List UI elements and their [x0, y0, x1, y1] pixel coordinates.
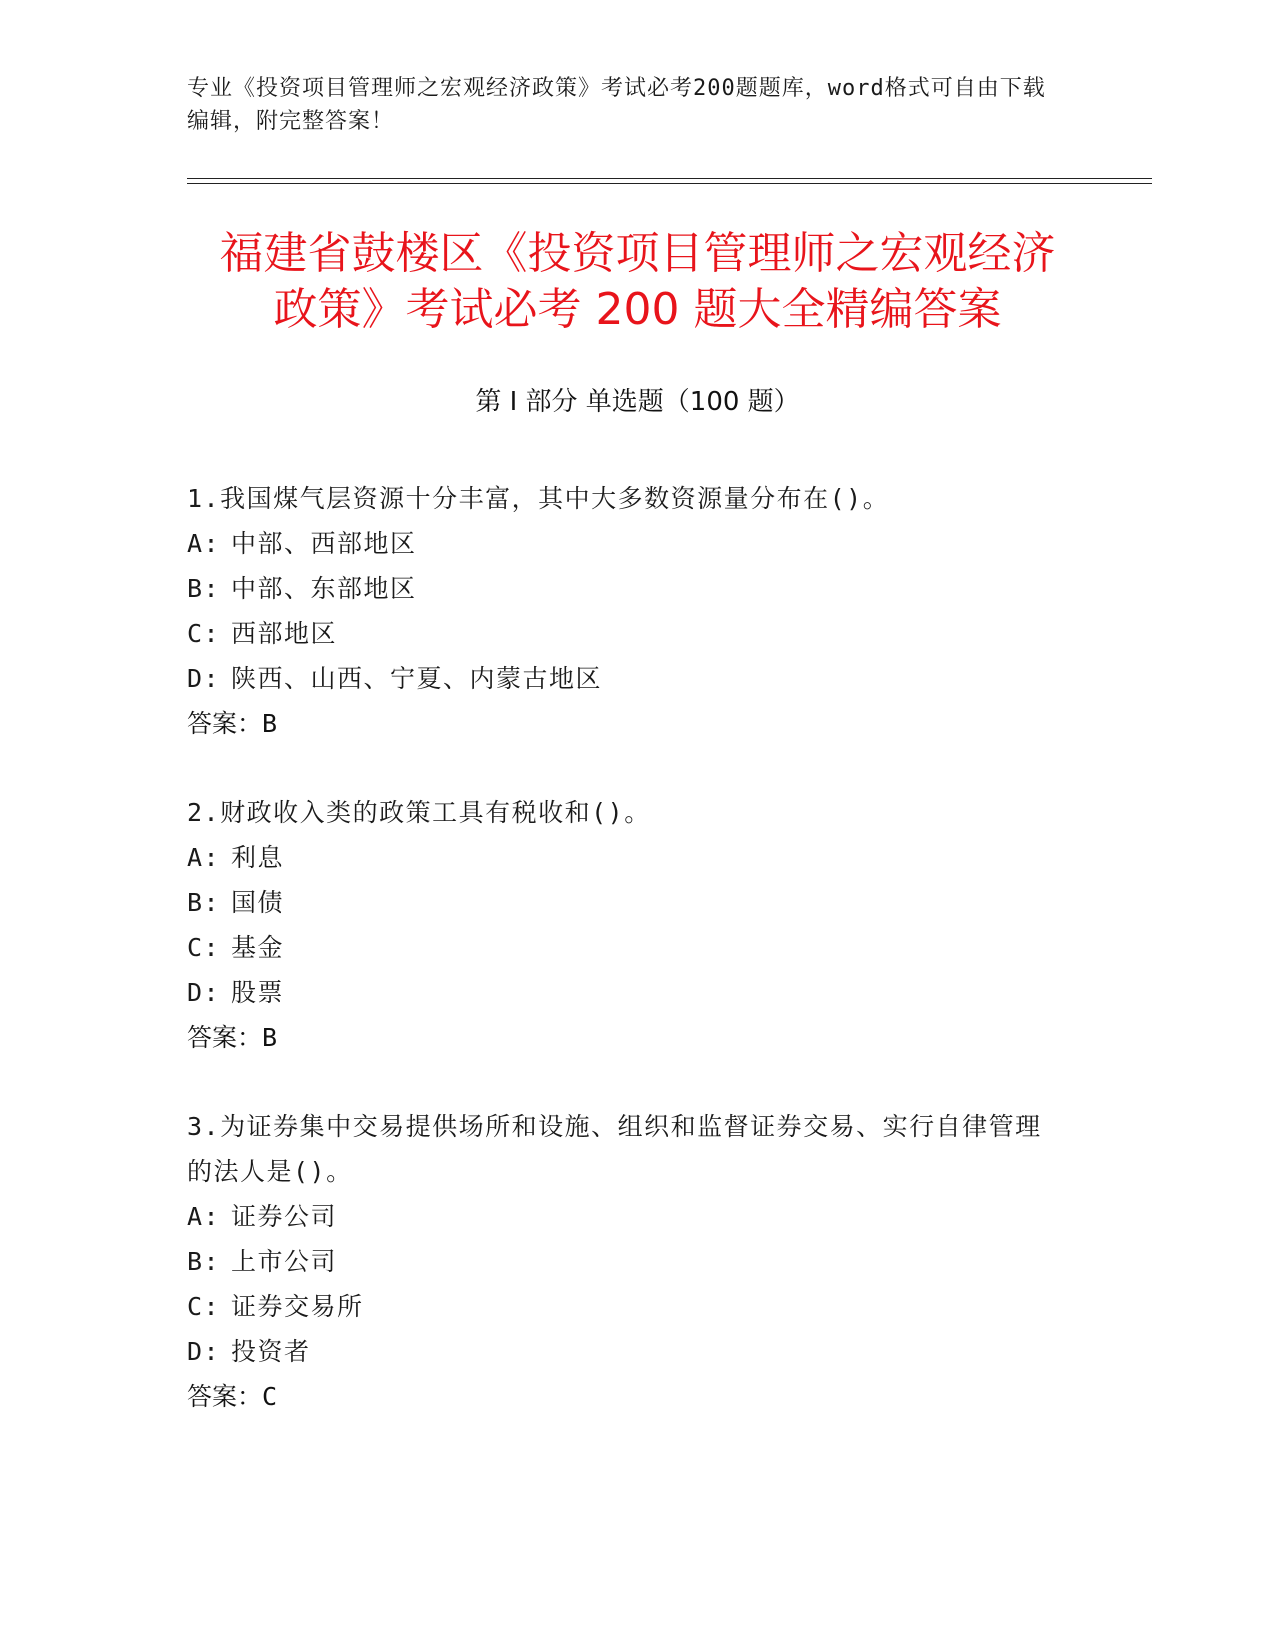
option-key: B: [187, 1247, 221, 1276]
question-stem: 1.我国煤气层资源十分丰富，其中大多数资源量分布在()。 [187, 484, 890, 513]
answer-value: C [262, 1382, 278, 1411]
option-key: A: [187, 529, 221, 558]
option-text: 中部、西部地区 [231, 529, 417, 558]
option-text: 陕西、山西、宁夏、内蒙古地区 [231, 664, 603, 693]
question-option-a [187, 521, 1067, 566]
answer-label: 答案： [187, 709, 263, 738]
option-text: 投资者 [231, 1337, 311, 1366]
document-title-line2: 政策》考试必考 200 题大全精编答案 [273, 284, 1002, 335]
question-option-d [187, 1329, 1067, 1374]
question-option-a [187, 1194, 1067, 1239]
document-title [120, 226, 1155, 338]
answer-label: 答案： [187, 1023, 263, 1052]
option-key: C: [187, 1292, 221, 1321]
question-option-d [187, 970, 1067, 1015]
question-option-b [187, 880, 1067, 925]
option-text: 西部地区 [231, 619, 338, 648]
question-option-d [187, 656, 1067, 701]
option-key: B: [187, 888, 221, 917]
option-key: D: [187, 1337, 221, 1366]
answer-value: B [262, 709, 278, 738]
question-answer [187, 1374, 1067, 1419]
question-option-b [187, 1239, 1067, 1284]
option-key: C: [187, 619, 221, 648]
header-rule-top [187, 178, 1152, 179]
question-3 [187, 1104, 1067, 1419]
option-text: 证券交易所 [231, 1292, 364, 1321]
answer-label: 答案： [187, 1382, 263, 1411]
question-answer [187, 1015, 1067, 1060]
header-note: 专业《投资项目管理师之宏观经济政策》考试必考200题题库，word格式可自由下载编辑，附完整答案！ [187, 76, 1046, 134]
section-heading: 第 I 部分 单选题（100 题） [475, 387, 800, 417]
question-stem: 3.为证券集中交易提供场所和设施、组织和监督证券交易、实行自律管理的法人是()。 [187, 1112, 1042, 1186]
option-text: 中部、东部地区 [231, 574, 417, 603]
option-key: B: [187, 574, 221, 603]
question-option-b [187, 566, 1067, 611]
option-text: 利息 [231, 843, 285, 872]
option-key: A: [187, 843, 221, 872]
question-1 [187, 476, 1067, 746]
option-text: 股票 [231, 978, 285, 1007]
question-answer [187, 701, 1067, 746]
option-text: 国债 [231, 888, 285, 917]
question-2 [187, 790, 1067, 1060]
question-option-c [187, 1284, 1067, 1329]
option-text: 上市公司 [231, 1247, 338, 1276]
question-list [187, 476, 1067, 1463]
question-option-a [187, 835, 1067, 880]
answer-value: B [262, 1023, 278, 1052]
question-option-c [187, 925, 1067, 970]
question-stem: 2.财政收入类的政策工具有税收和()。 [187, 798, 651, 827]
header-rule-bottom [187, 183, 1152, 184]
option-key: D: [187, 664, 221, 693]
option-key: C: [187, 933, 221, 962]
option-text: 基金 [231, 933, 285, 962]
document-title-line1: 福建省鼓楼区《投资项目管理师之宏观经济 [219, 228, 1056, 279]
option-text: 证券公司 [231, 1202, 338, 1231]
option-key: A: [187, 1202, 221, 1231]
option-key: D: [187, 978, 221, 1007]
question-option-c [187, 611, 1067, 656]
